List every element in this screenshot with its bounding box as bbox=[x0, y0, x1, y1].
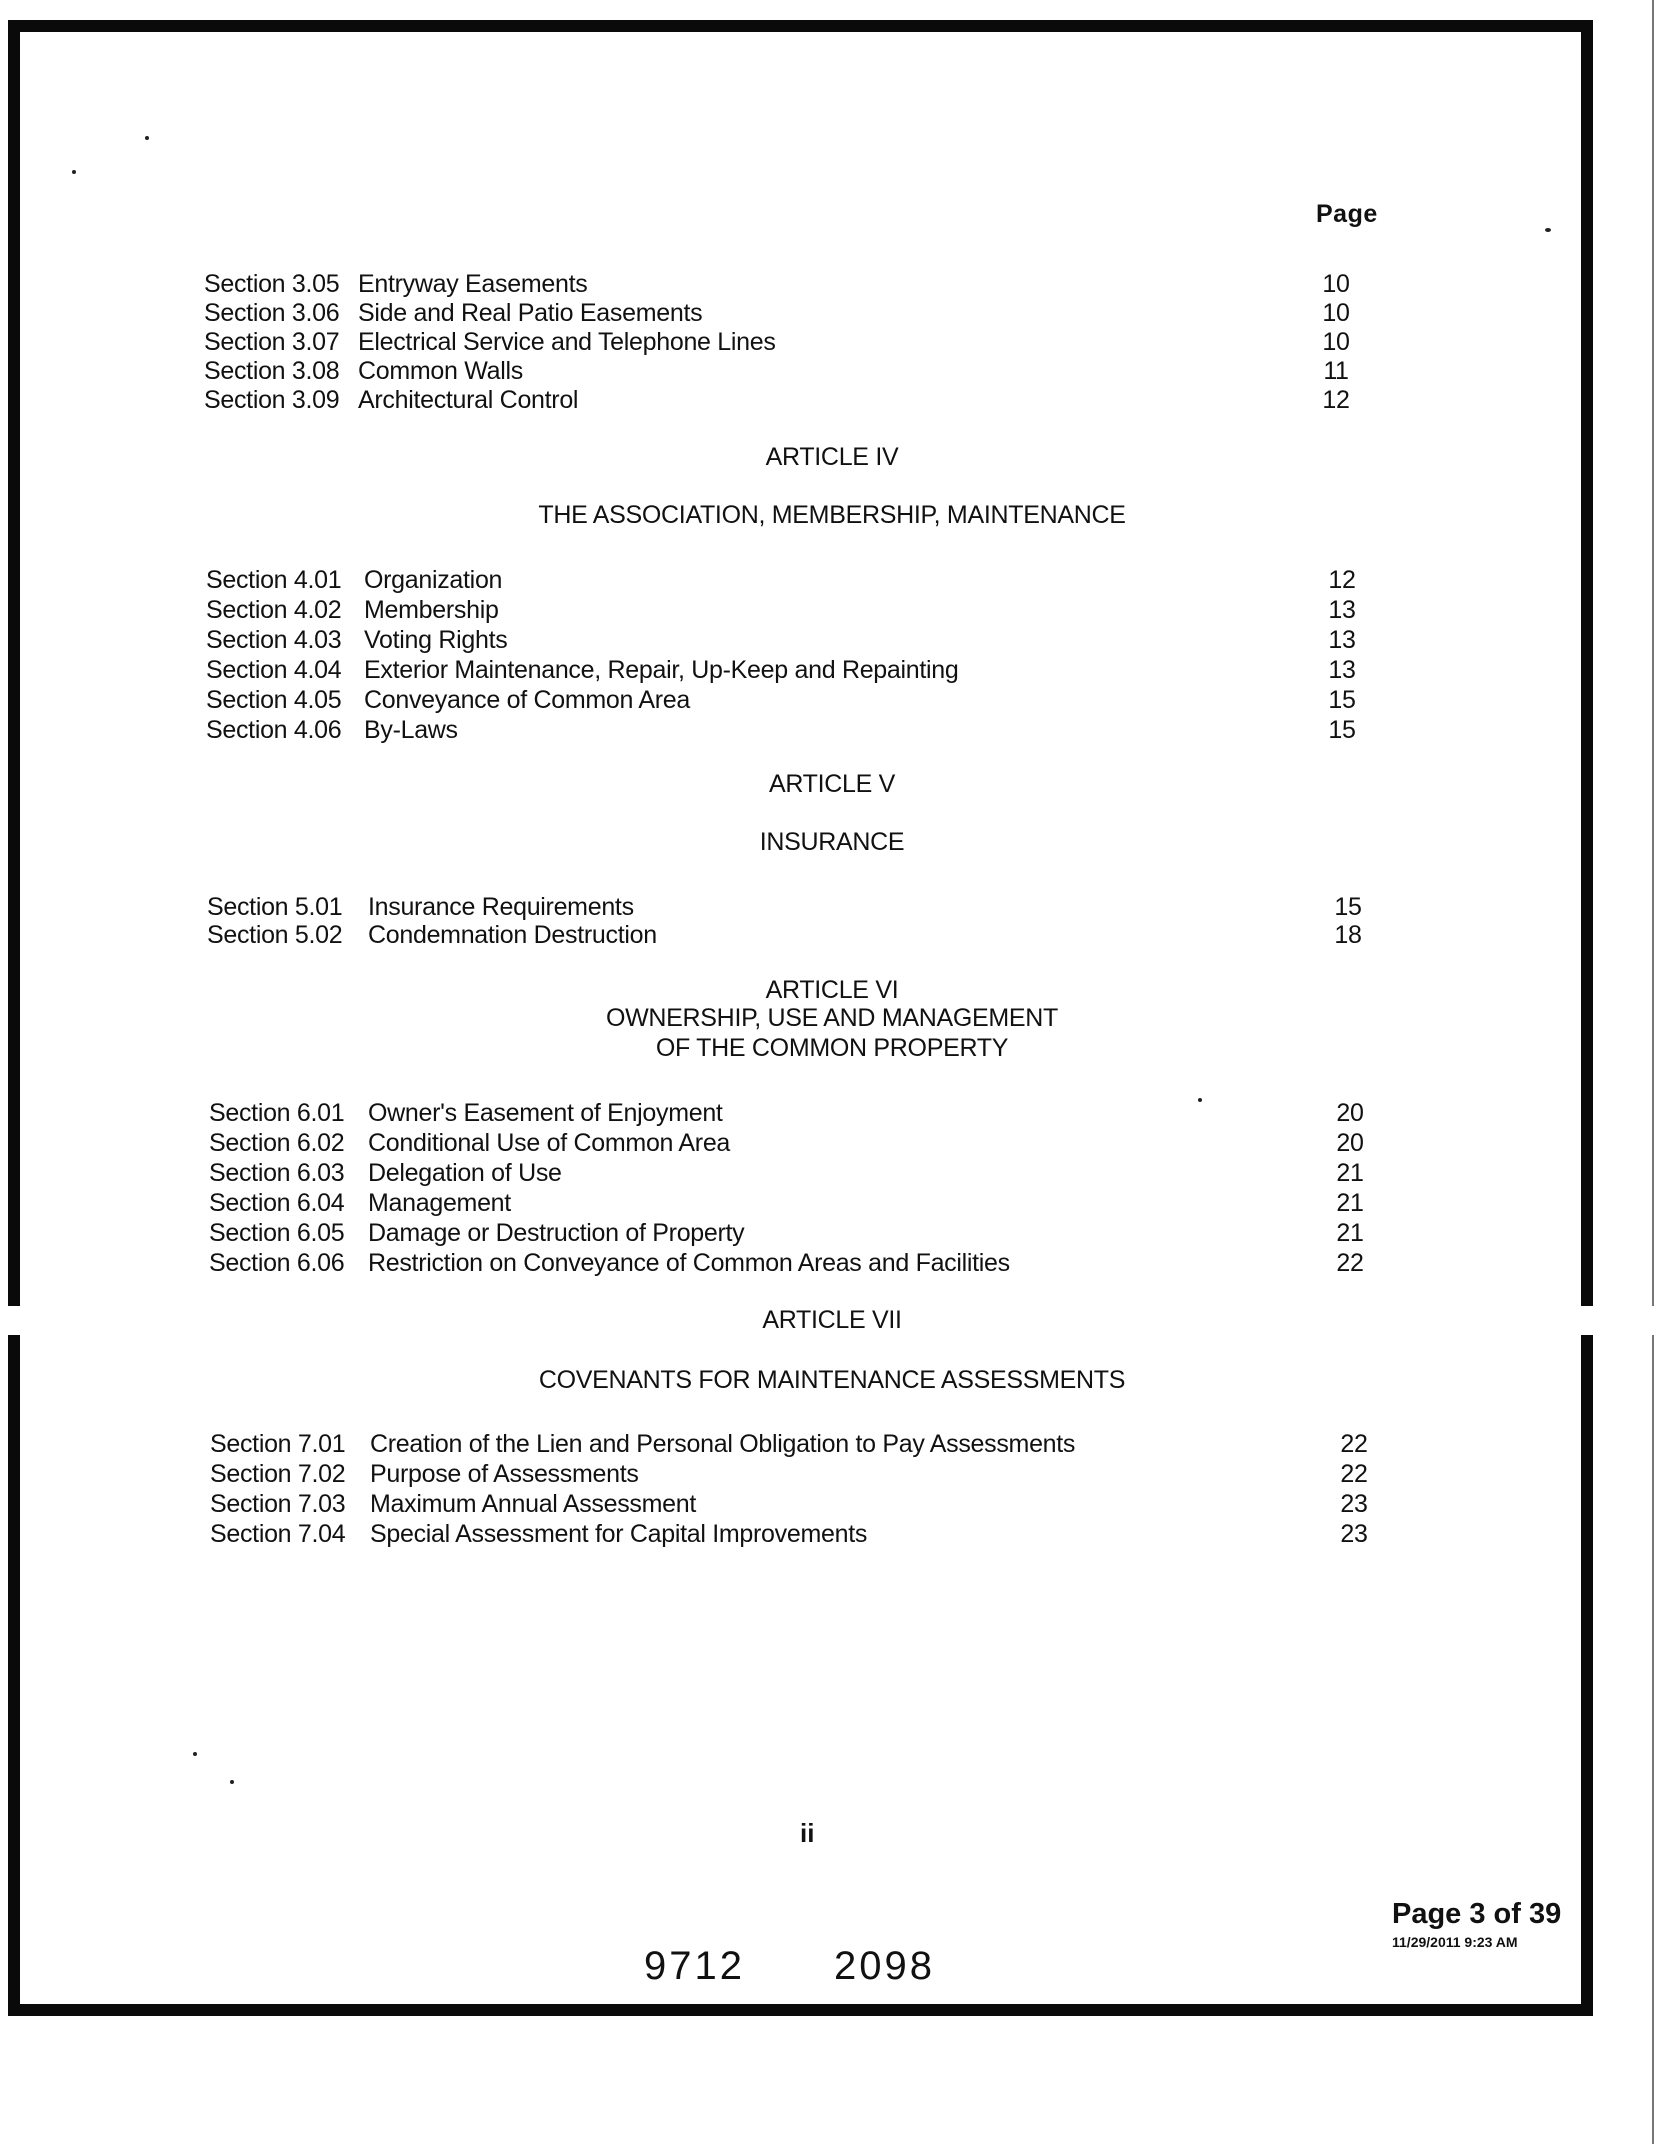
section-number: Section 4.01 bbox=[206, 566, 342, 594]
toc-entry bbox=[0, 686, 1664, 716]
section-number: Section 4.04 bbox=[206, 656, 342, 684]
toc-entry bbox=[0, 1219, 1664, 1249]
page-number: 15 bbox=[1334, 893, 1362, 921]
roman-page-number: ii bbox=[800, 1818, 815, 1848]
section-title: Owner's Easement of Enjoyment bbox=[368, 1099, 723, 1127]
section-title: Condemnation Destruction bbox=[368, 921, 657, 949]
section-title: Conditional Use of Common Area bbox=[368, 1129, 731, 1157]
page-number: 11 bbox=[1323, 357, 1349, 385]
section-title: Maximum Annual Assessment bbox=[370, 1490, 696, 1518]
toc-entry bbox=[0, 386, 1664, 416]
section-number: Section 3.08 bbox=[204, 357, 340, 385]
section-number: Section 3.05 bbox=[204, 270, 340, 298]
article-title: INSURANCE bbox=[759, 828, 905, 856]
toc-entry bbox=[0, 1249, 1664, 1279]
page-number: 20 bbox=[1336, 1129, 1364, 1157]
page-number: 10 bbox=[1322, 270, 1350, 298]
section-number: Section 7.03 bbox=[210, 1490, 346, 1518]
section-title: Insurance Requirements bbox=[368, 893, 634, 921]
article-title-line2: OF THE COMMON PROPERTY bbox=[655, 1034, 1009, 1062]
section-title: Damage or Destruction of Property bbox=[368, 1219, 745, 1247]
page-column-heading: Page bbox=[1316, 200, 1378, 228]
scan-speck bbox=[72, 170, 76, 174]
page-number: 20 bbox=[1336, 1099, 1364, 1127]
section-number: Section 4.06 bbox=[206, 716, 342, 744]
section-title: Management bbox=[368, 1189, 511, 1217]
page-number: 12 bbox=[1322, 386, 1350, 414]
page-number: 21 bbox=[1336, 1219, 1364, 1247]
toc-entry bbox=[0, 921, 1664, 951]
page-number: 21 bbox=[1336, 1189, 1364, 1217]
article-label: ARTICLE VI bbox=[765, 976, 899, 1004]
section-title: Special Assessment for Capital Improvements bbox=[370, 1520, 868, 1548]
document-number-a: 9712 bbox=[644, 1944, 745, 1988]
section-number: Section 3.09 bbox=[204, 386, 340, 414]
page-number: 23 bbox=[1340, 1520, 1368, 1548]
page-number: 13 bbox=[1328, 596, 1356, 624]
toc-entry bbox=[0, 1490, 1664, 1520]
article-label: ARTICLE V bbox=[768, 770, 896, 798]
section-title: By-Laws bbox=[364, 716, 458, 744]
section-number: Section 6.05 bbox=[209, 1219, 345, 1247]
page-number: 22 bbox=[1340, 1430, 1368, 1458]
toc-entry bbox=[0, 1460, 1664, 1490]
page-number: 10 bbox=[1322, 328, 1350, 356]
section-number: Section 6.01 bbox=[209, 1099, 345, 1127]
document-number-b: 2098 bbox=[834, 1944, 935, 1988]
page-number: 18 bbox=[1334, 921, 1362, 949]
section-title: Restriction on Conveyance of Common Areas and Facilities bbox=[368, 1249, 1010, 1277]
toc-entry bbox=[0, 596, 1664, 626]
section-number: Section 4.03 bbox=[206, 626, 342, 654]
page-number: 21 bbox=[1336, 1159, 1364, 1187]
section-number: Section 3.06 bbox=[204, 299, 340, 327]
toc-entry bbox=[0, 1159, 1664, 1189]
page-number: 15 bbox=[1328, 716, 1356, 744]
toc-entry bbox=[0, 893, 1664, 923]
section-number: Section 6.02 bbox=[209, 1129, 345, 1157]
section-title: Exterior Maintenance, Repair, Up-Keep and Repainting bbox=[364, 656, 959, 684]
section-title: Architectural Control bbox=[358, 386, 579, 414]
scan-speck bbox=[230, 1780, 234, 1784]
article-title: OWNERSHIP, USE AND MANAGEMENT bbox=[605, 1004, 1059, 1032]
page-number: 10 bbox=[1322, 299, 1350, 327]
section-title: Membership bbox=[364, 596, 499, 624]
toc-entry bbox=[0, 716, 1664, 746]
page-number: 22 bbox=[1336, 1249, 1364, 1277]
section-title: Entryway Easements bbox=[358, 270, 588, 298]
page-number: 12 bbox=[1328, 566, 1356, 594]
section-title: Organization bbox=[364, 566, 503, 594]
section-number: Section 7.01 bbox=[210, 1430, 346, 1458]
article-label: ARTICLE IV bbox=[765, 443, 899, 471]
toc-entry bbox=[0, 566, 1664, 596]
page-number: 13 bbox=[1328, 656, 1356, 684]
section-title: Electrical Service and Telephone Lines bbox=[358, 328, 776, 356]
section-number: Section 4.05 bbox=[206, 686, 342, 714]
section-number: Section 6.06 bbox=[209, 1249, 345, 1277]
toc-entry bbox=[0, 299, 1664, 329]
page-number: 15 bbox=[1328, 686, 1356, 714]
scan-speck bbox=[145, 136, 149, 140]
toc-entry bbox=[0, 328, 1664, 358]
article-title: THE ASSOCIATION, MEMBERSHIP, MAINTENANCE bbox=[538, 501, 1126, 529]
toc-entry bbox=[0, 1189, 1664, 1219]
section-number: Section 6.03 bbox=[209, 1159, 345, 1187]
page-of-indicator: Page 3 of 39 bbox=[1392, 1898, 1562, 1930]
section-title: Voting Rights bbox=[364, 626, 508, 654]
toc-entry bbox=[0, 656, 1664, 686]
toc-entry bbox=[0, 626, 1664, 656]
toc-entry bbox=[0, 1099, 1664, 1129]
section-number: Section 7.04 bbox=[210, 1520, 346, 1548]
page-number: 22 bbox=[1340, 1460, 1368, 1488]
page-number: 23 bbox=[1340, 1490, 1368, 1518]
section-title: Conveyance of Common Area bbox=[364, 686, 691, 714]
section-title: Creation of the Lien and Personal Obligation to Pay Assessments bbox=[370, 1430, 1076, 1458]
section-number: Section 7.02 bbox=[210, 1460, 346, 1488]
article-label: ARTICLE VII bbox=[0, 1306, 1664, 1335]
section-number: Section 5.01 bbox=[207, 893, 343, 921]
section-number: Section 3.07 bbox=[204, 328, 340, 356]
section-number: Section 4.02 bbox=[206, 596, 342, 624]
toc-entry bbox=[0, 270, 1664, 300]
section-title: Side and Real Patio Easements bbox=[358, 299, 703, 327]
toc-entry bbox=[0, 357, 1664, 387]
toc-entry bbox=[0, 1129, 1664, 1159]
toc-entry bbox=[0, 1430, 1664, 1460]
section-title: Purpose of Assessments bbox=[370, 1460, 639, 1488]
article-title: COVENANTS FOR MAINTENANCE ASSESSMENTS bbox=[538, 1366, 1126, 1394]
print-timestamp: 11/29/2011 9:23 AM bbox=[1392, 1934, 1518, 1950]
scan-speck bbox=[193, 1752, 197, 1756]
section-title: Delegation of Use bbox=[368, 1159, 562, 1187]
section-number: Section 5.02 bbox=[207, 921, 343, 949]
section-number: Section 6.04 bbox=[209, 1189, 345, 1217]
scan-speck bbox=[1545, 228, 1551, 232]
section-title: Common Walls bbox=[358, 357, 523, 385]
page-number: 13 bbox=[1328, 626, 1356, 654]
toc-entry bbox=[0, 1520, 1664, 1550]
